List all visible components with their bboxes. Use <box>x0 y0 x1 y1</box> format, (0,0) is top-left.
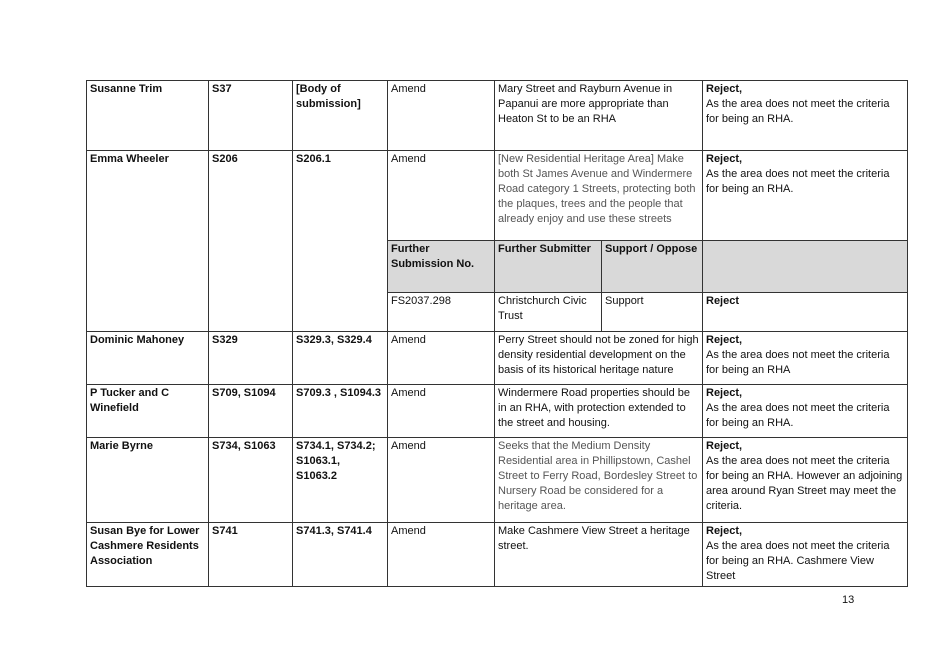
further-submission-number: FS2037.298 <box>388 293 495 332</box>
point-number-cell: S734.1, S734.2; S1063.1, S1063.2 <box>293 438 388 523</box>
decision-title: Reject, <box>706 440 743 452</box>
page-number: 13 <box>842 594 855 606</box>
further-decision: Reject <box>703 293 908 332</box>
table-row <box>87 151 908 241</box>
submitter-cell: Marie Byrne <box>87 438 209 523</box>
table-row <box>87 438 908 523</box>
further-submission-row <box>87 293 908 332</box>
action-cell: Amend <box>388 81 495 151</box>
decision-cell <box>703 385 908 438</box>
decision-text: As the area does not meet the criteria for being an RHA. However an adjoining area around Ryan Street may meet the criteria. <box>706 455 903 512</box>
summary-cell: Windermere Road properties should be in an RHA, with protection extended to the street and housing. <box>495 385 703 438</box>
action-cell: Amend <box>388 438 495 523</box>
decision-title: Reject, <box>706 334 743 346</box>
decision-text: As the area does not meet the criteria for being an RHA. <box>706 402 890 429</box>
action-cell: Amend <box>388 332 495 385</box>
action-cell: Amend <box>388 151 495 241</box>
submission-number-cell: S37 <box>209 81 293 151</box>
table-row <box>87 523 908 587</box>
point-number-cell: [Body of submission] <box>293 81 388 151</box>
submission-number-cell: S709, S1094 <box>209 385 293 438</box>
point-number-cell: S709.3 , S1094.3 <box>293 385 388 438</box>
submitter-cell: Susan Bye for Lower Cashmere Residents Association <box>87 523 209 587</box>
submission-number-cell: S206 <box>209 151 293 241</box>
decision-title: Reject, <box>706 525 743 537</box>
decision-title: Reject, <box>706 153 743 165</box>
decision-cell <box>703 438 908 523</box>
point-number-cell: S206.1 <box>293 151 388 241</box>
decision-title: Reject, <box>706 83 743 95</box>
submission-number-cell: S329 <box>209 332 293 385</box>
table-row <box>87 332 908 385</box>
decision-title: Reject, <box>706 387 743 399</box>
further-submitter: Christchurch Civic Trust <box>495 293 602 332</box>
submission-number-cell: S734, S1063 <box>209 438 293 523</box>
summary-cell: [New Residential Heritage Area] Make both St James Avenue and Windermere Road category 1 Streets, protecting both the plaques, trees and the people that already enjoy and use these streets <box>495 151 703 241</box>
submissions-table <box>86 80 908 587</box>
decision-text: As the area does not meet the criteria for being an RHA. <box>706 168 890 195</box>
summary-cell: Seeks that the Medium Density Residential area in Phillipstown, Cashel Street to Ferry Road, Bordesley Street to Nursery Road be considered for a heritage area. <box>495 438 703 523</box>
submitter-cell: Dominic Mahoney <box>87 332 209 385</box>
submitter-cell: Emma Wheeler <box>87 151 209 241</box>
support-oppose: Support <box>602 293 703 332</box>
column-header: Further Submitter <box>495 241 602 293</box>
action-cell: Amend <box>388 385 495 438</box>
table-row <box>87 385 908 438</box>
submission-number-cell: S741 <box>209 523 293 587</box>
column-header: Further Submission No. <box>388 241 495 293</box>
decision-text: As the area does not meet the criteria for being an RHA. <box>706 98 890 125</box>
submitter-cell: Susanne Trim <box>87 81 209 151</box>
summary-cell: Mary Street and Rayburn Avenue in Papanui are more appropriate than Heaton St to be an RHA <box>495 81 703 151</box>
table-row <box>87 81 908 151</box>
decision-cell <box>703 81 908 151</box>
point-number-cell: S741.3, S741.4 <box>293 523 388 587</box>
decision-cell <box>703 523 908 587</box>
summary-cell: Perry Street should not be zoned for high density residential development on the basis of its historical heritage nature <box>495 332 703 385</box>
column-header: Support / Oppose <box>602 241 703 293</box>
submitter-cell: P Tucker and C Winefield <box>87 385 209 438</box>
summary-cell: Make Cashmere View Street a heritage street. <box>495 523 703 587</box>
decision-text: As the area does not meet the criteria for being an RHA <box>706 349 890 376</box>
action-cell: Amend <box>388 523 495 587</box>
further-submission-header-row <box>87 241 908 293</box>
decision-cell <box>703 151 908 241</box>
point-number-cell: S329.3, S329.4 <box>293 332 388 385</box>
decision-cell <box>703 332 908 385</box>
decision-text: As the area does not meet the criteria for being an RHA. Cashmere View Street <box>706 540 890 582</box>
